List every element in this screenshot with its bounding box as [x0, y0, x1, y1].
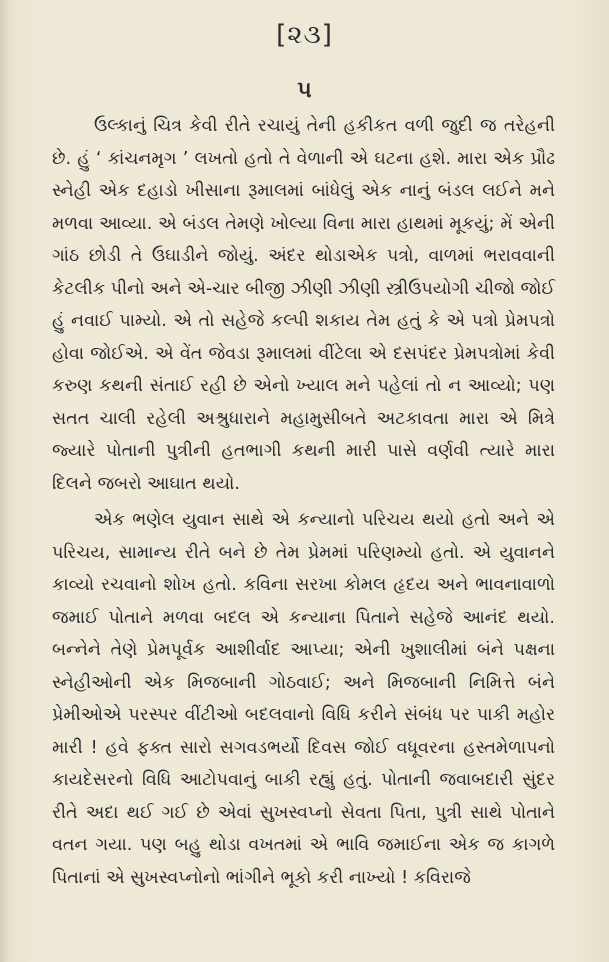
- chapter-number: ૫: [297, 78, 312, 103]
- paragraph-1: ઉલ્કાનું ચિત્ર કેવી રીતે રચાયું તેની હકીકત વળી જુદી જ તરેહની છે. હું ‘ કાંચનમૃગ ’ લખતો હતો તે વેળાની એ ઘટના હશે. મારા એક પ્રૌઢ સ્નેહી એક દહાડો ખીસાના રૂમાલમાં બાંધેલું એક નાનું બંડલ લઈને મને મળવા આવ્યા. એ બંડલ તેમણે ખોલ્યા વિના મારા હાથમાં મૂકયું; મેં એની ગાંઠ છોડી તે ઉઘાડીને જોયું. અંદર થોડાએક પત્રો, વાળમાં ભરાવવાની કેટલીક પીનો અને એ-ચાર બીજી ઝીણી ઝીણી સ્ત્રીઉપયોગી ચીજો જોઈ હું નવાઈ પામ્યો. એ તો સહેજે કલ્પી શકાય તેમ હતું કે એ પત્રો પ્રેમપત્રો હોવા જોઈએ. એ વેંત જેવડા રૂમાલમાં વીંટેલા એ દસપંદર પ્રેમપત્રોમાં કેવી કરુણ કથની સંતાઈ રહી છે એનો ખ્યાલ મને પહેલાં તો ન આવ્યો; પણ સતત ચાલી રહેલી અશ્રુધારાને મહામુસીબતે અટકાવતા મારા એ મિત્રે જ્યારે પોતાની પુત્રીની હતભાગી કથની મારી પાસે વર્ણવી ત્યારે મારા દિલને જબરો આઘાત થયો.: [52, 116, 555, 494]
- body-text: [52, 110, 555, 894]
- page-number: [૨૩]: [276, 20, 333, 50]
- paragraph-2: એક ભણેલ યુવાન સાથે એ કન્યાનો પરિચય થયો હતો અને એ પરિચય, સામાન્ય રીતે બને છે તેમ પ્રેમમાં પરિણમ્યો હતો. એ યુવાનને કાવ્યો રચવાનો શોખ હતો. કવિના સરખા કોમલ હૃદય અને ભાવનાવાળો જમાઈ પોતાને મળવા બદલ એ કન્યાના પિતાને સહેજે આનંદ થયો. બન્નેને તેણે પ્રેમપૂર્વક આશીર્વાદ આપ્યા; એની ખુશાલીમાં બંને પક્ષના સ્નેહીઓની એક મિજબાની ગોઠવાઈ; અને મિજબાની નિમિત્તે બંને પ્રેમીઓએ પરસ્પર વીંટીઓ બદલવાનો વિધિ કરીને સંબંધ પર પાકી મહોર મારી ! હવે ફક્ત સારો સગવડભર્યો દિવસ જોઈ વધૂવરના હસ્તમેળાપનો કાયદેસરનો વિધિ આટોપવાનું બાકી રહ્યું હતું. પોતાની જવાબદારી સુંદર રીતે અદા થઈ ગઈ છે એવાં સુખસ્વપ્નો સેવતા પિતા, પુત્રી સાથે પોતાને વતન ગયા. પણ બહુ થોડા વખતમાં એ ભાવિ જમાઈના એક જ કાગળે પિતાનાં એ સુખસ્વપ્નોનો ભાંગીને ભૂકો કરી નાખ્યો ! કવિરાજે: [52, 510, 555, 888]
- page-gutter-shadow: [0, 0, 10, 962]
